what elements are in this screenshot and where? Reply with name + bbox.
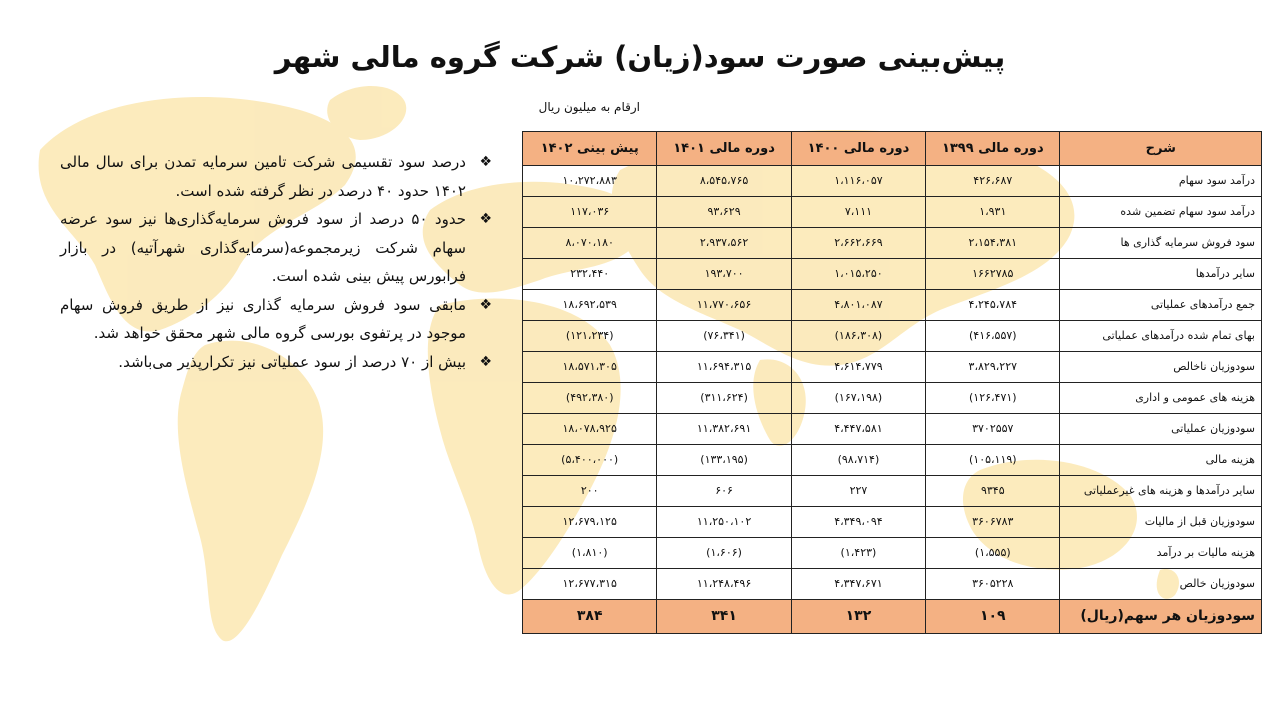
row-description-cell: سودوزیان عملیاتی	[1060, 413, 1262, 444]
list-item-text: مابقی سود فروش سرمایه گذاری نیز از طریق فروش سهام موجود در پرتفوی بورسی گروه مالی شهر محقق خواهد شد.	[60, 295, 466, 342]
row-description-cell: سایر درآمدها و هزینه های غیرعملیاتی	[1060, 475, 1262, 506]
value-cell: (۱،۶۰۶)	[657, 537, 791, 568]
value-cell: ۱،۰۱۵،۲۵۰	[791, 258, 925, 289]
value-cell: ۱۱،۳۸۲،۶۹۱	[657, 413, 791, 444]
list-item	[60, 348, 496, 377]
value-cell: (۱۳۳،۱۹۵)	[657, 444, 791, 475]
value-cell: ۲۳۲،۴۴۰	[523, 258, 657, 289]
row-description-cell: جمع درآمدهای عملیاتی	[1060, 289, 1262, 320]
table-row	[523, 258, 1262, 289]
value-cell: ۲۲۷	[791, 475, 925, 506]
value-cell: ۱۰۹	[926, 599, 1060, 633]
row-description-cell: هزینه های عمومی و اداری	[1060, 382, 1262, 413]
table-row	[523, 227, 1262, 258]
value-cell: ۱۱،۶۹۴،۳۱۵	[657, 351, 791, 382]
value-cell: ۸،۵۴۵،۷۶۵	[657, 166, 791, 197]
value-cell: (۱۶۷،۱۹۸)	[791, 382, 925, 413]
value-cell: ۲۰۰	[523, 475, 657, 506]
row-description-cell: بهای تمام شده درآمدهای عملیاتی	[1060, 320, 1262, 351]
diamond-bullet-icon: ❖	[479, 296, 492, 313]
value-cell: (۴۱۶،۵۵۷)	[926, 320, 1060, 351]
row-description-cell: سودوزیان خالص	[1060, 568, 1262, 599]
value-cell: ۱،۱۱۶،۰۵۷	[791, 166, 925, 197]
value-cell: ۹۳،۶۲۹	[657, 196, 791, 227]
value-cell: ۳۶۰۵۲۲۸	[926, 568, 1060, 599]
value-cell: (۱۲۶،۴۷۱)	[926, 382, 1060, 413]
table-row	[523, 506, 1262, 537]
value-cell: ۷،۱۱۱	[791, 196, 925, 227]
value-cell: ۱۸،۶۹۲،۵۳۹	[523, 289, 657, 320]
column-header: پیش بینی ۱۴۰۲	[523, 132, 657, 166]
income-statement-table	[522, 131, 1262, 634]
value-cell: ۴،۲۴۵،۷۸۴	[926, 289, 1060, 320]
table-row	[523, 475, 1262, 506]
value-cell: ۲،۱۵۴،۳۸۱	[926, 227, 1060, 258]
value-cell: (۱،۵۵۵)	[926, 537, 1060, 568]
table-header-row	[523, 132, 1262, 166]
value-cell: ۱۸،۵۷۱،۳۰۵	[523, 351, 657, 382]
value-cell: ۳۶۰۶۷۸۳	[926, 506, 1060, 537]
row-description-cell: سایر درآمدها	[1060, 258, 1262, 289]
value-cell: ۱۱،۷۷۰،۶۵۶	[657, 289, 791, 320]
value-cell: (۱۸۶،۳۰۸)	[791, 320, 925, 351]
column-header: دوره مالی ۱۴۰۰	[791, 132, 925, 166]
table-row	[523, 568, 1262, 599]
list-item	[60, 291, 496, 348]
units-note: ارقام به میلیون ریال	[538, 100, 640, 114]
row-description-cell: سود فروش سرمایه گذاری ها	[1060, 227, 1262, 258]
value-cell: ۲،۶۶۲،۶۶۹	[791, 227, 925, 258]
value-cell: ۱۸،۰۷۸،۹۲۵	[523, 413, 657, 444]
value-cell: ۳۸۴	[523, 599, 657, 633]
row-description-cell: سودوزیان قبل از مالیات	[1060, 506, 1262, 537]
value-cell: ۶۰۶	[657, 475, 791, 506]
value-cell: ۴،۸۰۱،۰۸۷	[791, 289, 925, 320]
value-cell: (۱۰۵،۱۱۹)	[926, 444, 1060, 475]
column-header: شرح	[1060, 132, 1262, 166]
diamond-bullet-icon: ❖	[479, 353, 492, 370]
value-cell: ۴،۳۴۷،۶۷۱	[791, 568, 925, 599]
value-cell: (۱،۸۱۰)	[523, 537, 657, 568]
table-row	[523, 382, 1262, 413]
diamond-bullet-icon: ❖	[479, 154, 492, 170]
table-row	[523, 444, 1262, 475]
value-cell: ۱۳۲	[791, 599, 925, 633]
value-cell: (۱۲۱،۲۳۴)	[523, 320, 657, 351]
list-item-text: بیش از ۷۰ درصد از سود عملیاتی نیز تکرارپذیر می‌باشد.	[118, 352, 466, 371]
value-cell: ۱۲،۶۷۷،۳۱۵	[523, 568, 657, 599]
value-cell: ۱۶۶۲۷۸۵	[926, 258, 1060, 289]
table-row	[523, 413, 1262, 444]
column-header: دوره مالی ۱۳۹۹	[926, 132, 1060, 166]
table-row	[523, 289, 1262, 320]
value-cell: (۴۹۲،۳۸۰)	[523, 382, 657, 413]
table-row-eps	[523, 599, 1262, 633]
row-description-cell: هزینه مالیات بر درآمد	[1060, 537, 1262, 568]
row-description-cell: سودوزیان هر سهم(ریال)	[1060, 599, 1262, 633]
row-description-cell: درآمد سود سهام تضمین شده	[1060, 196, 1262, 227]
value-cell: ۱۲،۶۷۹،۱۲۵	[523, 506, 657, 537]
value-cell: (۳۱۱،۶۲۴)	[657, 382, 791, 413]
list-item-text: حدود ۵۰ درصد از سود فروش سرمایه‌گذاری‌ها نیز سود عرضه سهام شرکت زیرمجموعه(سرمایه‌گذاری شهرآتیه) در بازار فرابورس پیش بینی شده است.	[60, 210, 466, 285]
row-description-cell: هزینه مالی	[1060, 444, 1262, 475]
value-cell: ۳۷۰۲۵۵۷	[926, 413, 1060, 444]
table-row	[523, 196, 1262, 227]
table-row	[523, 351, 1262, 382]
table-row	[523, 320, 1262, 351]
value-cell: ۴،۳۴۹،۰۹۴	[791, 506, 925, 537]
value-cell: ۱۰،۲۷۲،۸۸۳	[523, 166, 657, 197]
value-cell: (۱،۴۲۳)	[791, 537, 925, 568]
column-header: دوره مالی ۱۴۰۱	[657, 132, 791, 166]
list-item	[60, 148, 496, 205]
value-cell: ۱۹۳،۷۰۰	[657, 258, 791, 289]
value-cell: ۴،۴۴۷،۵۸۱	[791, 413, 925, 444]
value-cell: ۴،۶۱۴،۷۷۹	[791, 351, 925, 382]
value-cell: ۳۴۱	[657, 599, 791, 633]
value-cell: ۱۱،۲۴۸،۴۹۶	[657, 568, 791, 599]
value-cell: ۱،۹۳۱	[926, 196, 1060, 227]
value-cell: ۴۲۶،۶۸۷	[926, 166, 1060, 197]
table-row	[523, 166, 1262, 197]
value-cell: (۷۶،۳۴۱)	[657, 320, 791, 351]
value-cell: ۲،۹۳۷،۵۶۲	[657, 227, 791, 258]
list-item	[60, 205, 496, 291]
table-row	[523, 537, 1262, 568]
notes-list	[60, 148, 496, 376]
value-cell: (۵،۴۰۰،۰۰۰)	[523, 444, 657, 475]
value-cell: ۳،۸۲۹،۲۲۷	[926, 351, 1060, 382]
value-cell: ۱۱،۲۵۰،۱۰۲	[657, 506, 791, 537]
value-cell: ۹۳۴۵	[926, 475, 1060, 506]
diamond-bullet-icon: ❖	[479, 211, 492, 227]
list-item-text: درصد سود تقسیمی شرکت تامین سرمایه تمدن برای سال مالی ۱۴۰۲ حدود ۴۰ درصد در نظر گرفته شده است.	[60, 153, 466, 200]
page-title: پیش‌بینی صورت سود(زیان) شرکت گروه مالی شهر	[274, 40, 1006, 74]
row-description-cell: درآمد سود سهام	[1060, 166, 1262, 197]
value-cell: ۱۱۷،۰۳۶	[523, 196, 657, 227]
value-cell: (۹۸،۷۱۴)	[791, 444, 925, 475]
row-description-cell: سودوزیان ناخالص	[1060, 351, 1262, 382]
value-cell: ۸،۰۷۰،۱۸۰	[523, 227, 657, 258]
